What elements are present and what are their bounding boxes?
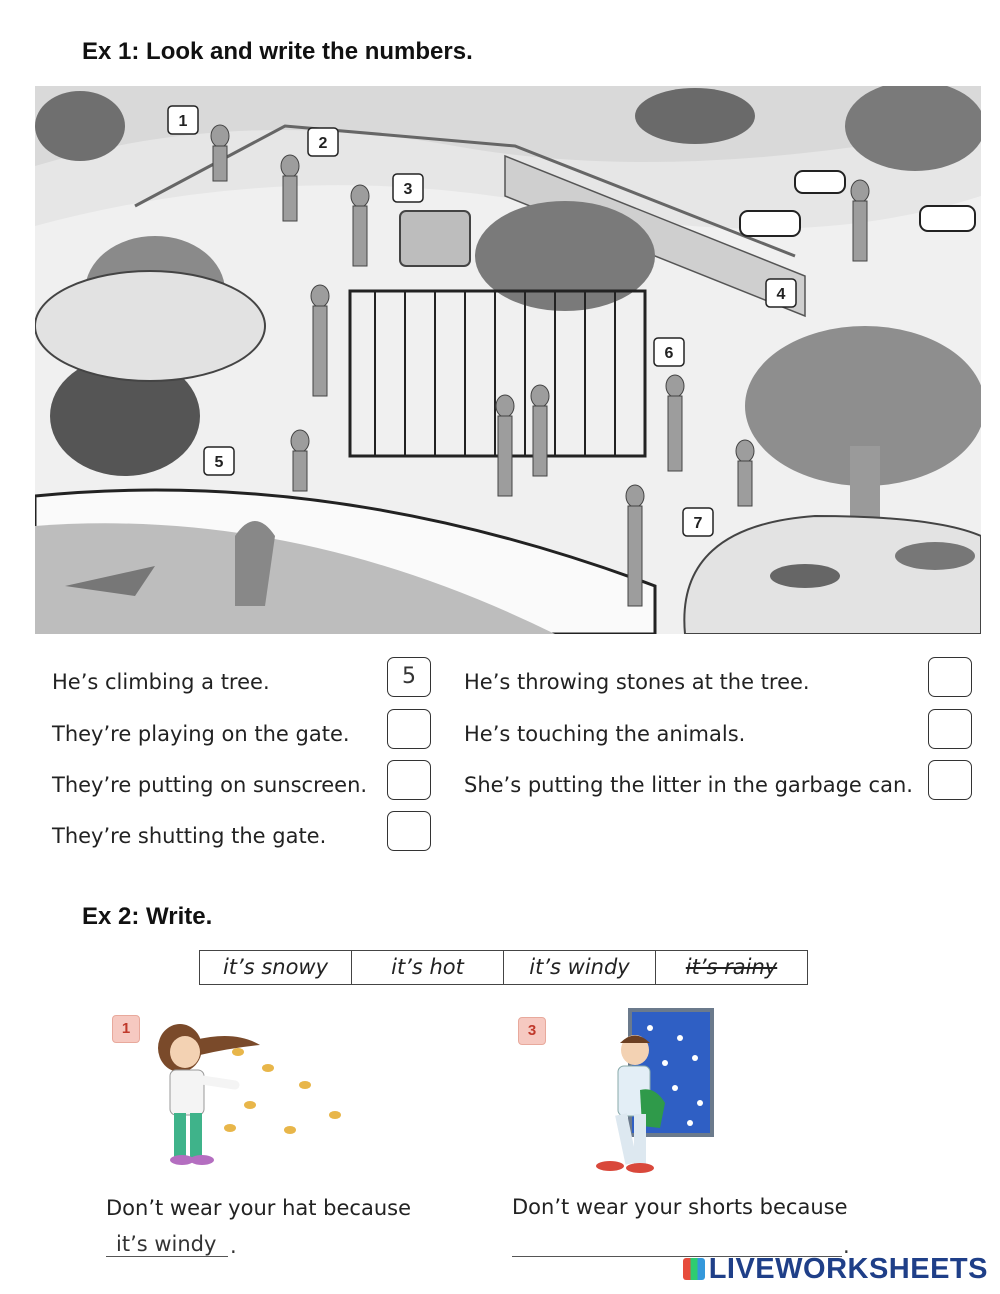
ex1-answer-box-3[interactable]: [387, 760, 431, 800]
snowy-window-boy-illustration: [570, 1008, 720, 1176]
word-bank-item-struck: it’s rainy: [685, 955, 778, 979]
ex1-sentence-5: He’s throwing stones at the tree.: [464, 670, 810, 694]
ex2-sentence-3: Don’t wear your shorts because: [512, 1195, 848, 1219]
ex2-sentence-1-end: .: [230, 1234, 237, 1258]
ex1-sentence-2: They’re playing on the gate.: [52, 722, 350, 746]
logo-text: LIVEWORKSHEETS: [708, 1253, 988, 1285]
ex1-sentence-1: He’s climbing a tree.: [52, 670, 270, 694]
scene-tag-2: 2: [318, 135, 328, 152]
scene-tag-5: 5: [214, 454, 224, 471]
windy-girl-illustration: [140, 1010, 360, 1170]
ex1-answer-box-6[interactable]: [928, 709, 972, 749]
liveworksheets-logo: [683, 1253, 988, 1286]
word-bank-item: it’s windy: [504, 951, 656, 984]
ex1-sentence-3: They’re putting on sunscreen.: [52, 773, 368, 797]
scene-tag-4: 4: [776, 286, 786, 303]
picture-number-tag: 3: [518, 1017, 546, 1045]
word-bank-item: it’s hot: [352, 951, 504, 984]
ex2-answer-1[interactable]: it’s windy: [106, 1232, 228, 1257]
scene-tag-3: 3: [403, 181, 413, 198]
word-bank: [199, 950, 808, 985]
scene-tag-6: 6: [664, 345, 674, 362]
ex1-sentence-7: She’s putting the litter in the garbage can.: [464, 773, 913, 797]
ex1-answer-box-7[interactable]: [928, 760, 972, 800]
ex2-sentence-1: Don’t wear your hat because: [106, 1196, 412, 1220]
ex1-answer-box-1[interactable]: 5: [387, 657, 431, 697]
scene-tag-1: 1: [178, 113, 188, 130]
ex1-sentence-4: They’re shutting the gate.: [52, 824, 327, 848]
ex1-heading: Ex 1: Look and write the numbers.: [82, 38, 473, 65]
ex2-sentence-3-end: .: [843, 1234, 850, 1258]
ex1-answer-box-2[interactable]: [387, 709, 431, 749]
ex1-answer-box-4[interactable]: [387, 811, 431, 851]
scene-tag-7: 7: [693, 515, 703, 532]
picture-number-tag: 1: [112, 1015, 140, 1043]
word-bank-item: it’s snowy: [200, 951, 352, 984]
logo-grid-icon: [683, 1258, 705, 1280]
zoo-scene-illustration: [35, 86, 981, 634]
ex1-answer-box-5[interactable]: [928, 657, 972, 697]
ex1-sentence-6: He’s touching the animals.: [464, 722, 746, 746]
ex2-heading: Ex 2: Write.: [82, 903, 213, 930]
